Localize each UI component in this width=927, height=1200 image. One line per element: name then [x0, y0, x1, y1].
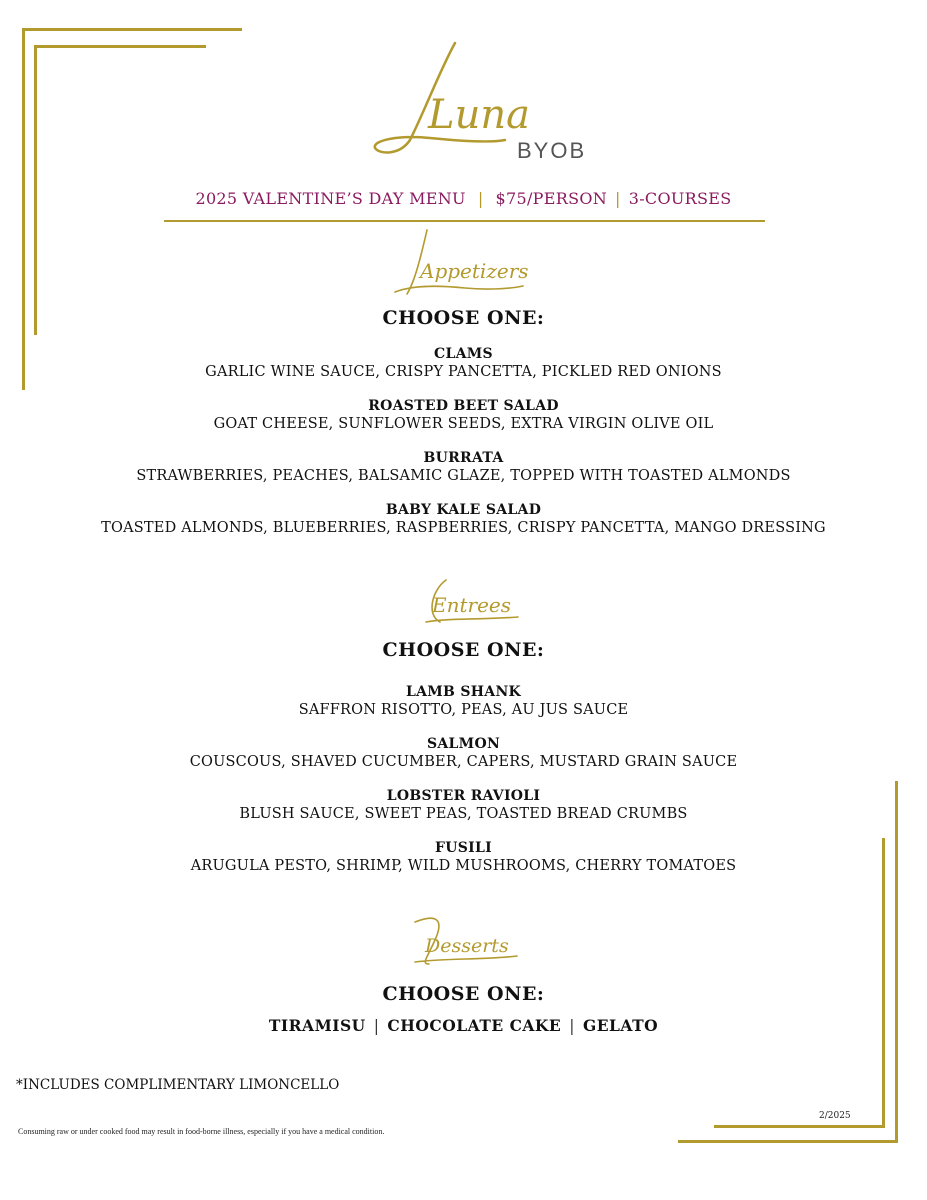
limoncello-note: *INCLUDES COMPLIMENTARY LIMONCELLO	[16, 1077, 340, 1093]
menu-date: 2/2025	[819, 1111, 851, 1121]
logo-script-text: Luna	[428, 92, 530, 138]
item-name: BURRATA	[423, 450, 504, 466]
menu-item-baby-kale-salad	[0, 502, 927, 537]
item-name: LAMB SHANK	[405, 684, 522, 700]
entrees-choose: CHOOSE ONE:	[382, 639, 545, 661]
menu-headline	[0, 189, 927, 208]
logo-byob: BYOB	[517, 138, 587, 163]
food-safety-disclaimer: Consuming raw or under cooked food may result in food-borne illness, especially if you have a medical condition.	[18, 1127, 385, 1136]
item-name: SALMON	[426, 736, 501, 752]
menu-item-roasted-beet-salad	[0, 398, 927, 433]
menu-item-lobster-ravioli	[0, 788, 927, 823]
entrees-title	[418, 570, 528, 632]
frame-bottom-right-outer-v	[895, 781, 898, 1143]
menu-item-clams	[0, 346, 927, 381]
appetizers-choose: CHOOSE ONE:	[382, 307, 545, 329]
item-name: BABY KALE SALAD	[385, 502, 542, 518]
desserts-title-text: Desserts	[425, 935, 509, 957]
price: $75/PERSON	[495, 189, 608, 208]
event-title: 2025 VALENTINE’S DAY MENU	[195, 189, 466, 208]
desserts-choose: CHOOSE ONE:	[382, 983, 545, 1005]
frame-top-left-outer-h	[22, 28, 242, 31]
menu-item-burrata	[0, 450, 927, 485]
desserts-list	[0, 1016, 927, 1035]
dessert-chocolate-cake: CHOCOLATE CAKE	[387, 1016, 562, 1035]
menu-item-salmon	[0, 736, 927, 771]
item-desc: STRAWBERRIES, PEACHES, BALSAMIC GLAZE, TOPPED WITH TOASTED ALMONDS	[136, 468, 791, 484]
desserts-title	[405, 910, 525, 972]
item-desc: ARUGULA PESTO, SHRIMP, WILD MUSHROOMS, CHERRY TOMATOES	[190, 858, 737, 874]
item-name: FUSILI	[434, 840, 492, 856]
item-name: CLAMS	[434, 346, 493, 362]
item-name: ROASTED BEET SALAD	[368, 398, 559, 414]
appetizers-title-text: Appetizers	[420, 259, 529, 283]
appetizers-title	[385, 226, 535, 302]
item-desc: SAFFRON RISOTTO, PEAS, AU JUS SAUCE	[298, 702, 629, 718]
headline-divider: |	[477, 189, 484, 208]
item-desc: GARLIC WINE SAUCE, CRISPY PANCETTA, PICKLED RED ONIONS	[205, 364, 722, 380]
entrees-title-text: Entrees	[432, 593, 512, 617]
dessert-tiramisu: TIRAMISU	[268, 1016, 366, 1035]
item-name: LOBSTER RAVIOLI	[386, 788, 541, 804]
headline-divider: |	[615, 189, 621, 208]
frame-bottom-right-inner-h	[714, 1125, 885, 1128]
dessert-gelato: GELATO	[582, 1016, 659, 1035]
item-desc: TOASTED ALMONDS, BLUEBERRIES, RASPBERRIES, CRISPY PANCETTA, MANGO DRESSING	[101, 520, 826, 536]
headline-rule	[164, 220, 765, 222]
frame-top-left-inner-h	[34, 45, 206, 48]
frame-top-left-outer-v	[22, 28, 25, 390]
frame-bottom-right-outer-h	[678, 1140, 898, 1143]
dessert-divider: |	[569, 1017, 575, 1035]
item-desc: COUSCOUS, SHAVED CUCUMBER, CAPERS, MUSTARD GRAIN SAUCE	[189, 754, 738, 770]
menu-item-lamb-shank	[0, 684, 927, 719]
item-desc: BLUSH SAUCE, SWEET PEAS, TOASTED BREAD CRUMBS	[239, 806, 688, 822]
item-desc: GOAT CHEESE, SUNFLOWER SEEDS, EXTRA VIRGIN OLIVE OIL	[213, 416, 714, 432]
courses: 3-COURSES	[628, 189, 732, 208]
dessert-divider: |	[373, 1017, 380, 1035]
menu-item-fusili	[0, 840, 927, 875]
